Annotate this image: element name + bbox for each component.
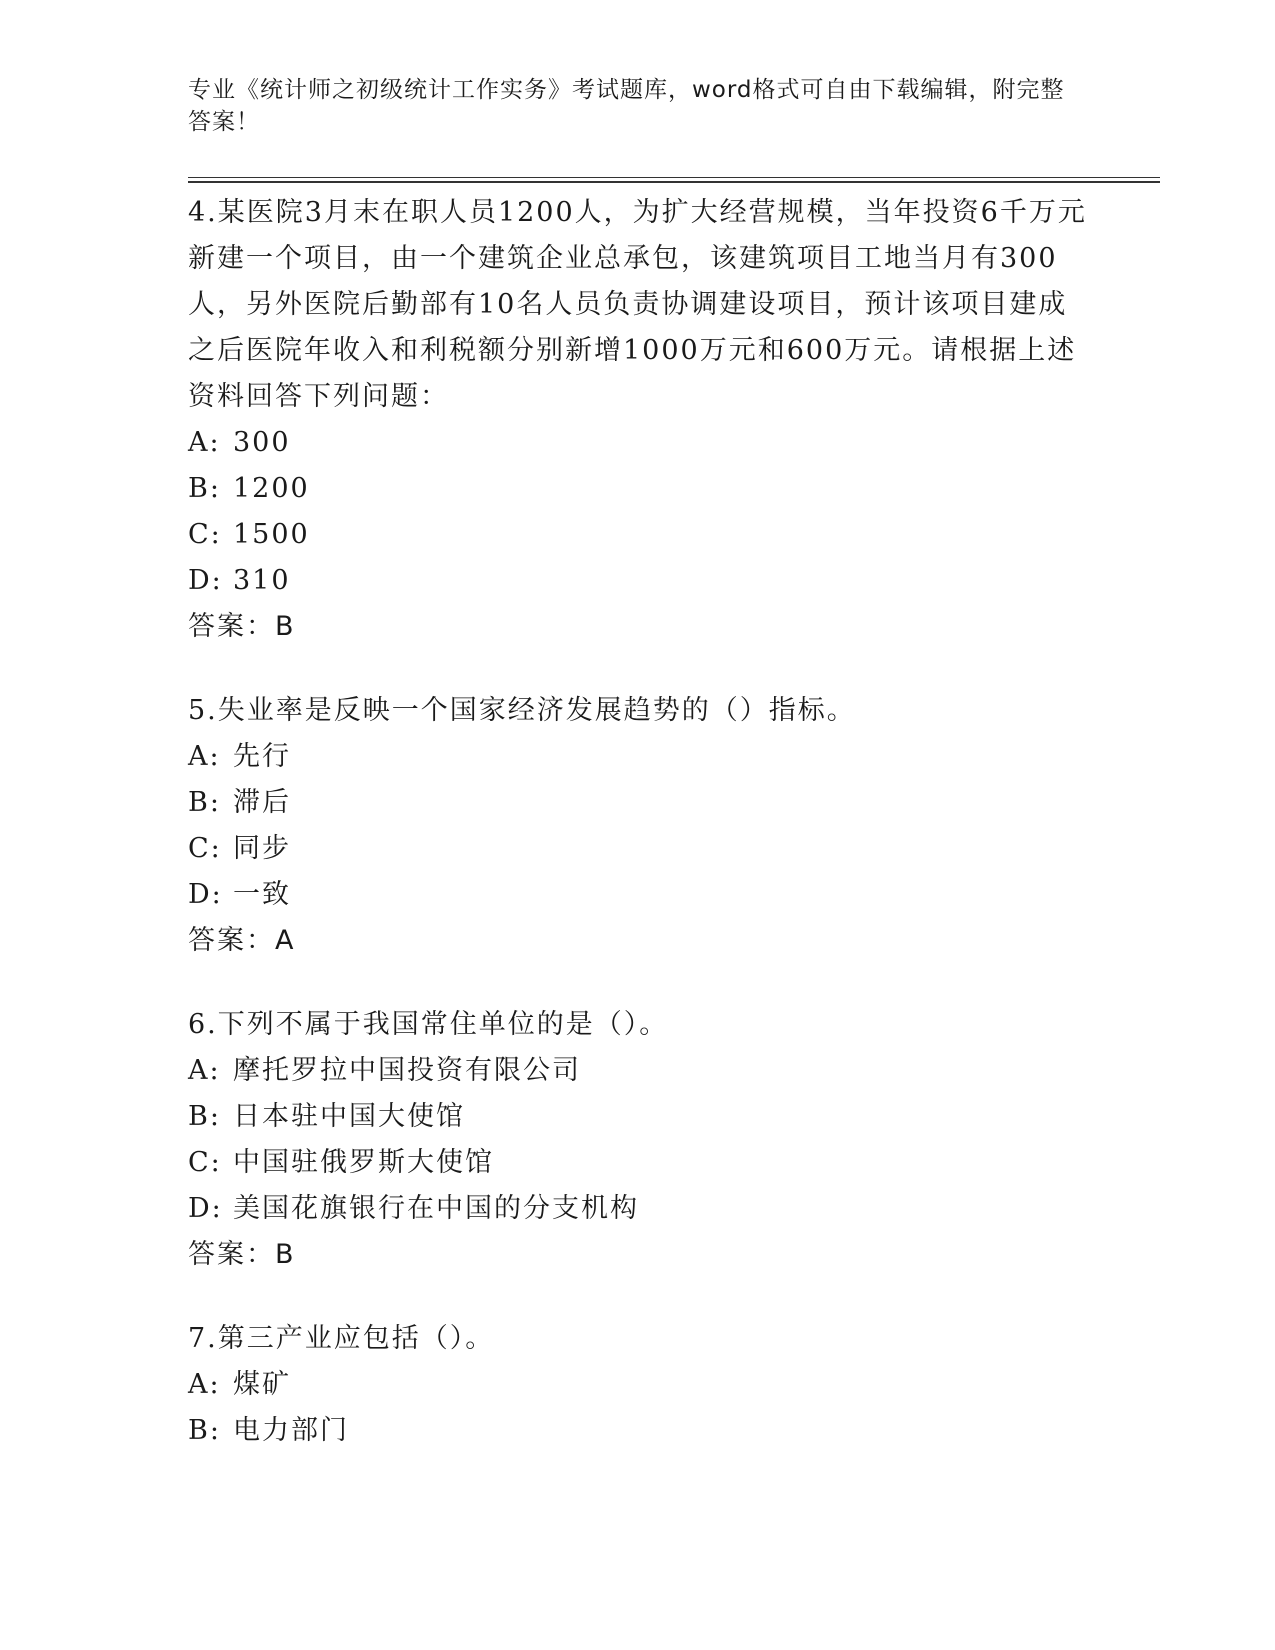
question-6 <box>188 1002 1088 1278</box>
answer-line: 答案：B <box>188 1239 296 1270</box>
option-a <box>188 734 1088 780</box>
option-text: 300 <box>233 427 291 458</box>
option-letter: D: <box>188 565 223 596</box>
question-list <box>188 190 1088 1492</box>
question-7 <box>188 1316 1088 1454</box>
option-letter: D: <box>188 1193 223 1224</box>
option-letter: C: <box>188 833 222 864</box>
question-4 <box>188 190 1088 650</box>
answer-line: 答案：B <box>188 611 296 642</box>
option-c <box>188 512 1088 558</box>
question-stem: 6.下列不属于我国常住单位的是（）。 <box>188 1009 669 1040</box>
option-text: 美国花旗银行在中国的分支机构 <box>233 1193 639 1224</box>
question-5 <box>188 688 1088 964</box>
option-letter: A: <box>188 741 221 772</box>
option-letter: B: <box>188 1415 221 1446</box>
option-letter: A: <box>188 427 221 458</box>
option-letter: B: <box>188 473 221 504</box>
question-stem: 5.失业率是反映一个国家经济发展趋势的（）指标。 <box>188 695 856 726</box>
option-text: 先行 <box>233 741 291 772</box>
option-c <box>188 1140 1088 1186</box>
option-letter: A: <box>188 1055 221 1086</box>
option-text: 310 <box>233 565 291 596</box>
option-letter: B: <box>188 1101 221 1132</box>
option-d <box>188 872 1088 918</box>
question-stem: 7.第三产业应包括（）。 <box>188 1323 495 1354</box>
option-text: 中国驻俄罗斯大使馆 <box>233 1147 494 1178</box>
option-a <box>188 1048 1088 1094</box>
option-d <box>188 558 1088 604</box>
option-text: 滞后 <box>233 787 291 818</box>
option-letter: D: <box>188 879 223 910</box>
option-d <box>188 1186 1088 1232</box>
option-text: 摩托罗拉中国投资有限公司 <box>233 1055 581 1086</box>
option-b <box>188 1094 1088 1140</box>
header-divider-thick <box>188 181 1160 183</box>
document-header <box>188 74 1068 138</box>
answer-line: 答案：A <box>188 925 296 956</box>
question-stem: 4.某医院3月末在职人员1200人，为扩大经营规模，当年投资6千万元新建一个项目，由一个建筑企业总承包，该建筑项目工地当月有300人，另外医院后勤部有10名人员负责协调建设项目，预计该项目建成之后医院年收入和利税额分别新增1000万元和600万元。请根据上述资料回答下列问题： <box>188 197 1087 412</box>
option-letter: C: <box>188 1147 222 1178</box>
option-text: 一致 <box>233 879 291 910</box>
header-divider-thin <box>188 177 1160 178</box>
option-b <box>188 466 1088 512</box>
option-letter: C: <box>188 519 222 550</box>
option-text: 日本驻中国大使馆 <box>233 1101 465 1132</box>
option-text: 1200 <box>233 473 310 504</box>
header-text: 专业《统计师之初级统计工作实务》考试题库，word格式可自由下载编辑，附完整答案！ <box>188 77 1065 135</box>
option-a <box>188 420 1088 466</box>
option-text: 电力部门 <box>233 1415 349 1446</box>
option-letter: B: <box>188 787 221 818</box>
option-b <box>188 780 1088 826</box>
option-text: 同步 <box>233 833 291 864</box>
option-text: 煤矿 <box>233 1369 291 1400</box>
option-a <box>188 1362 1088 1408</box>
option-letter: A: <box>188 1369 221 1400</box>
option-text: 1500 <box>233 519 310 550</box>
option-b <box>188 1408 1088 1454</box>
option-c <box>188 826 1088 872</box>
